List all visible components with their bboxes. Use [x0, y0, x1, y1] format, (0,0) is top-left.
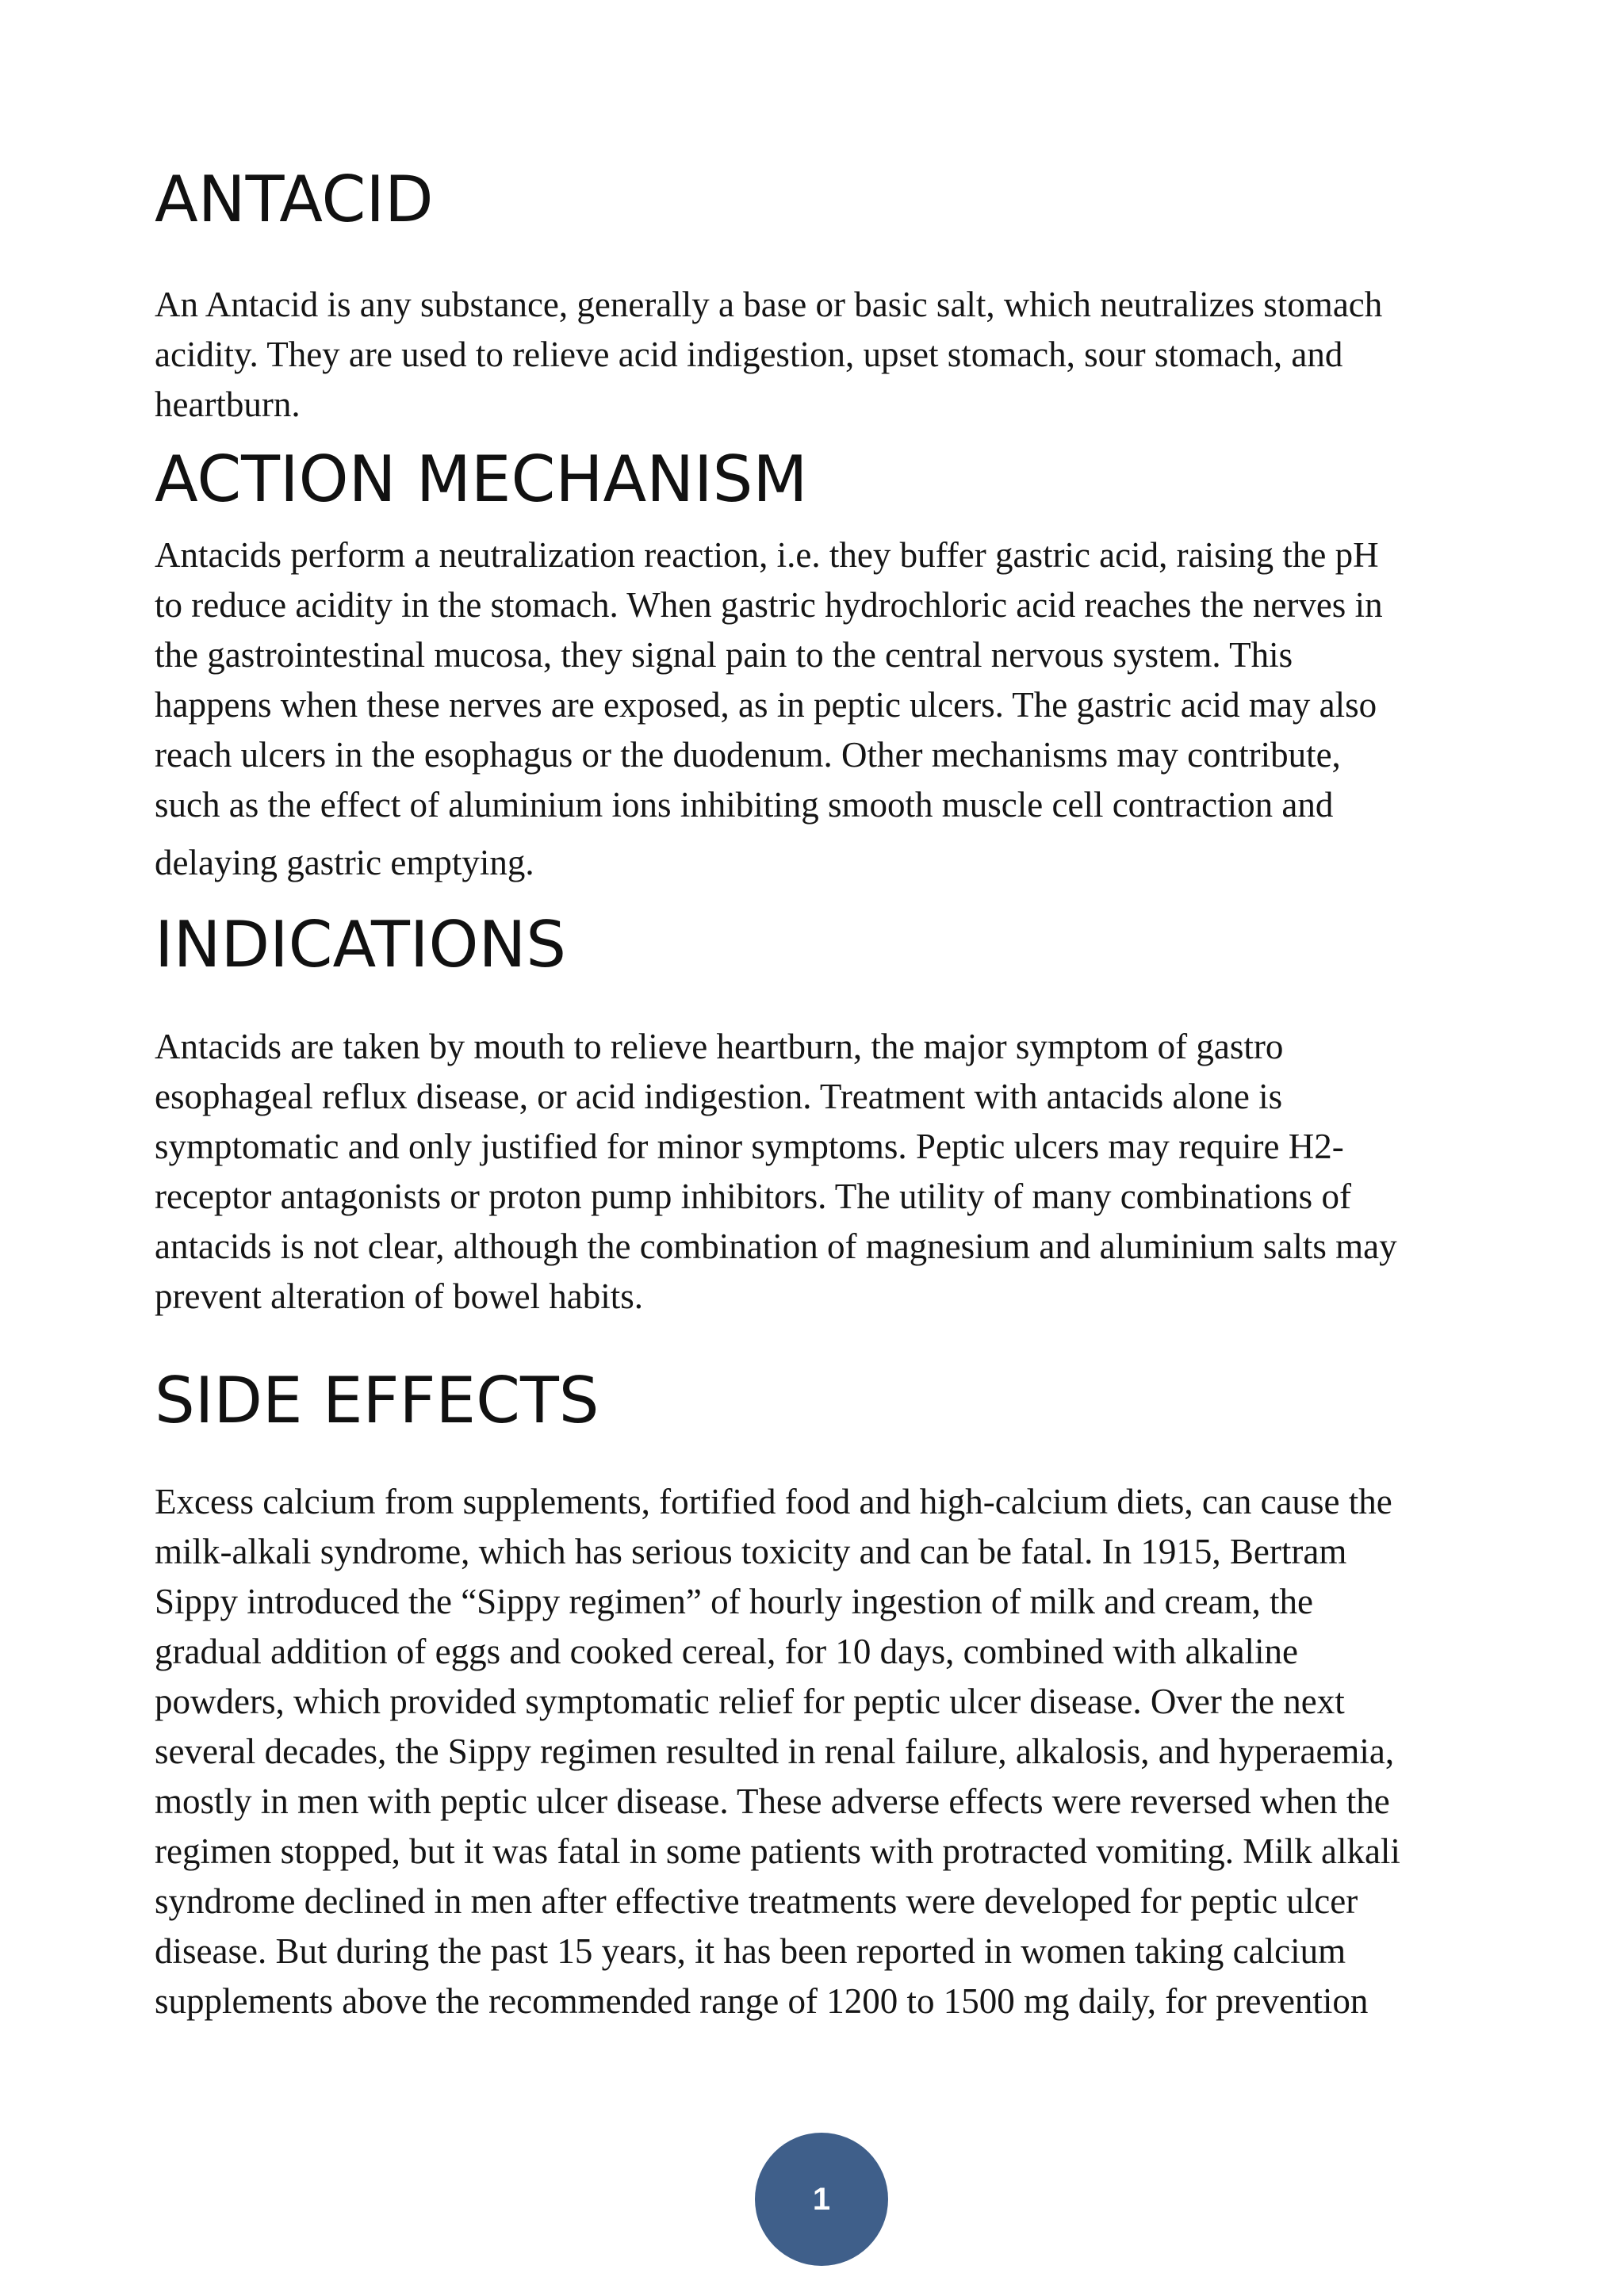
paragraph-line: acidity. They are used to relieve acid indigestion, upset stomach, sour stomach, and — [155, 335, 1343, 374]
paragraph-line: heartburn. — [155, 385, 301, 424]
paragraph-line: antacids is not clear, although the combination of magnesium and aluminium salts may — [155, 1226, 1397, 1266]
heading-side-effects: SIDE EFFECTS — [155, 1364, 599, 1437]
paragraph-line: syndrome declined in men after effective treatments were developed for peptic ulcer — [155, 1881, 1358, 1921]
paragraph-line: disease. But during the past 15 years, it has been reported in women taking calcium — [155, 1931, 1346, 1971]
paragraph-line: delaying gastric emptying. — [155, 843, 534, 882]
paragraph-line: several decades, the Sippy regimen resulted in renal failure, alkalosis, and hyperaemia, — [155, 1732, 1395, 1771]
heading-antacid: ANTACID — [155, 163, 434, 236]
paragraph-line: supplements above the recommended range of 1200 to 1500 mg daily, for prevention — [155, 1981, 1369, 2021]
paragraph-line: milk-alkali syndrome, which has serious toxicity and can be fatal. In 1915, Bertram — [155, 1532, 1347, 1571]
page-number-badge — [755, 2133, 888, 2266]
paragraph-line: esophageal reflux disease, or acid indigestion. Treatment with antacids alone is — [155, 1077, 1283, 1116]
paragraph-line: to reduce acidity in the stomach. When gastric hydrochloric acid reaches the nerves in — [155, 585, 1383, 625]
paragraph-line: An Antacid is any substance, generally a base or basic salt, which neutralizes stomach — [155, 285, 1383, 324]
paragraph-line: happens when these nerves are exposed, as in peptic ulcers. The gastric acid may also — [155, 685, 1377, 725]
paragraph-line: Excess calcium from supplements, fortified food and high-calcium diets, can cause the — [155, 1482, 1392, 1521]
paragraph-line: powders, which provided symptomatic relief for peptic ulcer disease. Over the next — [155, 1682, 1345, 1721]
paragraph-line: symptomatic and only justified for minor symptoms. Peptic ulcers may require H2- — [155, 1127, 1344, 1166]
paragraph-line: regimen stopped, but it was fatal in some patients with protracted vomiting. Milk alkali — [155, 1831, 1400, 1871]
paragraph-line: prevent alteration of bowel habits. — [155, 1276, 644, 1316]
heading-indications: INDICATIONS — [155, 908, 567, 982]
paragraph-line: mostly in men with peptic ulcer disease. These adverse effects were reversed when the — [155, 1781, 1390, 1821]
page-number: 1 — [812, 2181, 831, 2217]
heading-action-mechanism: ACTION MECHANISM — [155, 442, 808, 516]
paragraph-line: the gastrointestinal mucosa, they signal pain to the central nervous system. This — [155, 635, 1293, 675]
paragraph-line: reach ulcers in the esophagus or the duodenum. Other mechanisms may contribute, — [155, 735, 1341, 775]
paragraph-line: such as the effect of aluminium ions inhibiting smooth muscle cell contraction and — [155, 785, 1334, 825]
paragraph-line: gradual addition of eggs and cooked cereal, for 10 days, combined with alkaline — [155, 1632, 1299, 1671]
paragraph-line: Sippy introduced the “Sippy regimen” of hourly ingestion of milk and cream, the — [155, 1582, 1313, 1621]
paragraph-line: Antacids are taken by mouth to relieve heartburn, the major symptom of gastro — [155, 1027, 1284, 1066]
paragraph-line: Antacids perform a neutralization reaction, i.e. they buffer gastric acid, raising the pH — [155, 535, 1379, 575]
paragraph-line: receptor antagonists or proton pump inhibitors. The utility of many combinations of — [155, 1177, 1351, 1216]
